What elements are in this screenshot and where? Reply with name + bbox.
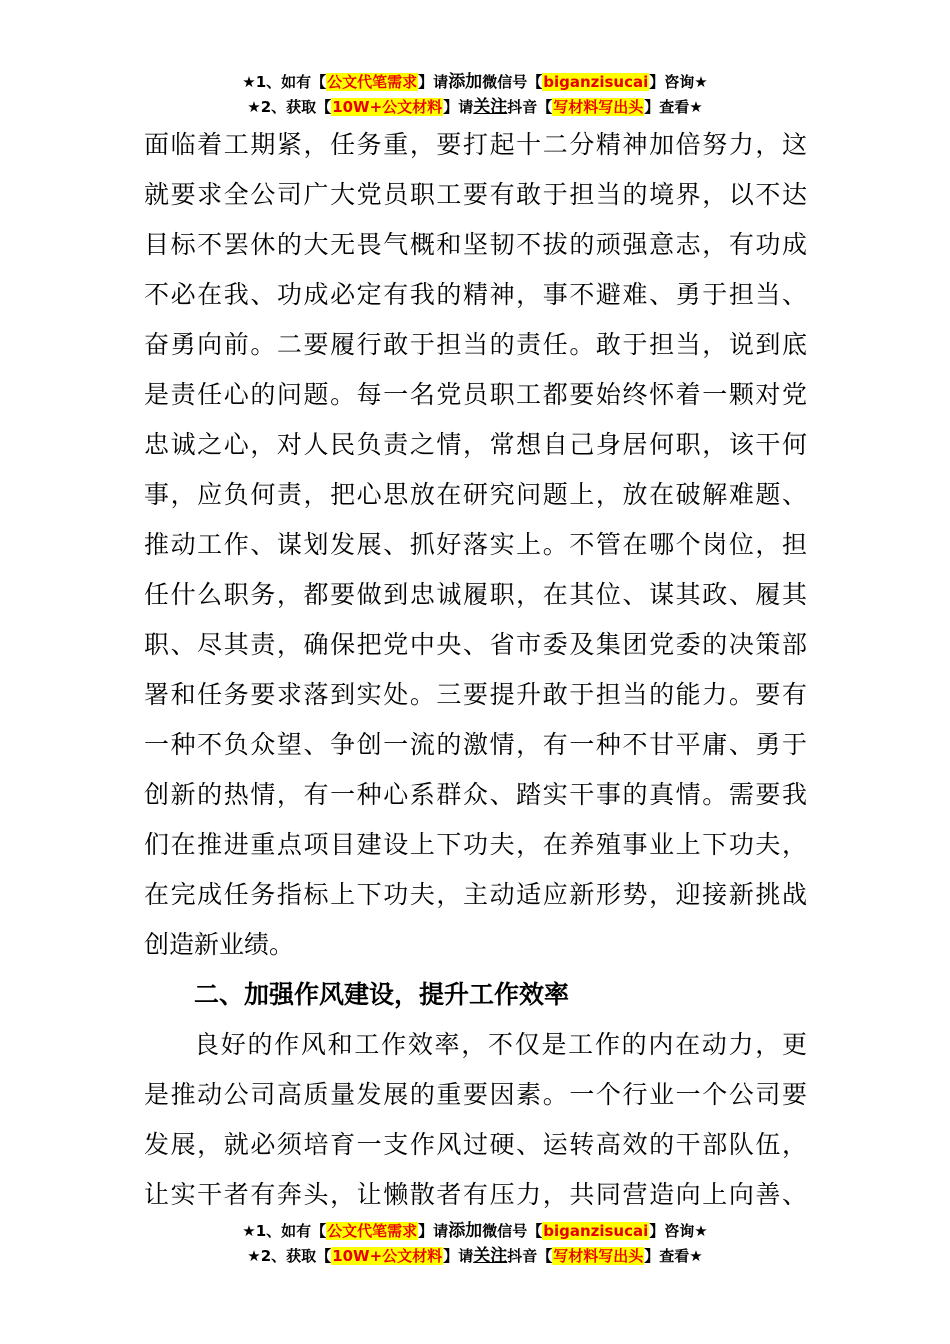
highlight-douyin: 写材料写出头 — [553, 1247, 644, 1265]
text-line: 任什么职务，都要做到忠诚履职，在其位、谋其政、履其 — [144, 580, 807, 609]
highlight-materials: 10W+公文材料 — [332, 98, 443, 116]
header-banner — [0, 70, 950, 120]
highlight-wechat-id: biganzisucai — [543, 1222, 649, 1240]
highlight-materials: 10W+公文材料 — [332, 1247, 443, 1265]
text-line: 创造新业绩。 — [144, 930, 295, 959]
text-line: 是责任心的问题。每一名党员职工都要始终怀着一颗对党 — [144, 380, 807, 409]
text-line: 目标不罢休的大无畏气概和坚韧不拔的顽强意志，有功成 — [144, 230, 807, 259]
text-line: 在完成任务指标上下功夫，主动适应新形势，迎接新挑战 — [144, 880, 807, 909]
text-line: 署和任务要求落到实处。三要提升敢于担当的能力。要有 — [144, 680, 807, 709]
section-heading: 二、加强作风建设，提升工作效率 — [194, 980, 570, 1009]
banner-line-2: ★2、获取【10W+公文材料】请关注抖音【写材料写出头】查看★ — [247, 97, 703, 117]
text-line: 事，应负何责，把心思放在研究问题上，放在破解难题、 — [144, 480, 807, 509]
text-line: 奋勇向前。二要履行敢于担当的责任。敢于担当，说到底 — [144, 330, 807, 359]
banner-line-1: ★1、如有【公文代笔需求】请添加微信号【biganzisucai】咨询★ — [242, 1221, 708, 1241]
text-line: 忠诚之心，对人民负责之情，常想自己身居何职，该干何 — [144, 430, 807, 459]
text-line: 让实干者有奔头，让懒散者有压力，共同营造向上向善、 — [144, 1180, 807, 1209]
text-line: 发展，就必须培育一支作风过硬、运转高效的干部队伍， — [144, 1130, 807, 1159]
highlight-douyin: 写材料写出头 — [553, 98, 644, 116]
paragraph-1 — [144, 120, 807, 970]
banner-line-1: ★1、如有【公文代笔需求】请添加微信号【biganzisucai】咨询★ — [242, 72, 708, 92]
text-line: 良好的作风和工作效率，不仅是工作的内在动力，更 — [194, 1030, 807, 1059]
paragraph-2 — [144, 1020, 807, 1220]
highlight-wechat-id: biganzisucai — [543, 73, 649, 91]
text-line: 是推动公司高质量发展的重要因素。一个行业一个公司要 — [144, 1080, 807, 1109]
banner-line-2: ★2、获取【10W+公文材料】请关注抖音【写材料写出头】查看★ — [247, 1246, 703, 1266]
text-line: 就要求全公司广大党员职工要有敢于担当的境界，以不达 — [144, 180, 807, 209]
document-body — [144, 120, 807, 1220]
footer-banner — [0, 1219, 950, 1269]
highlight-service: 公文代笔需求 — [327, 1222, 418, 1240]
text-line: 们在推进重点项目建设上下功夫，在养殖事业上下功夫， — [144, 830, 807, 859]
text-line: 推动工作、谋划发展、抓好落实上。不管在哪个岗位，担 — [144, 530, 807, 559]
text-line: 创新的热情，有一种心系群众、踏实干事的真情。需要我 — [144, 780, 807, 809]
text-line: 一种不负众望、争创一流的激情，有一种不甘平庸、勇于 — [144, 730, 807, 759]
text-line: 职、尽其责，确保把党中央、省市委及集团党委的决策部 — [144, 630, 807, 659]
text-line: 不必在我、功成必定有我的精神，事不避难、勇于担当、 — [144, 280, 807, 309]
highlight-service: 公文代笔需求 — [327, 73, 418, 91]
text-line: 面临着工期紧，任务重，要打起十二分精神加倍努力，这 — [144, 130, 807, 159]
